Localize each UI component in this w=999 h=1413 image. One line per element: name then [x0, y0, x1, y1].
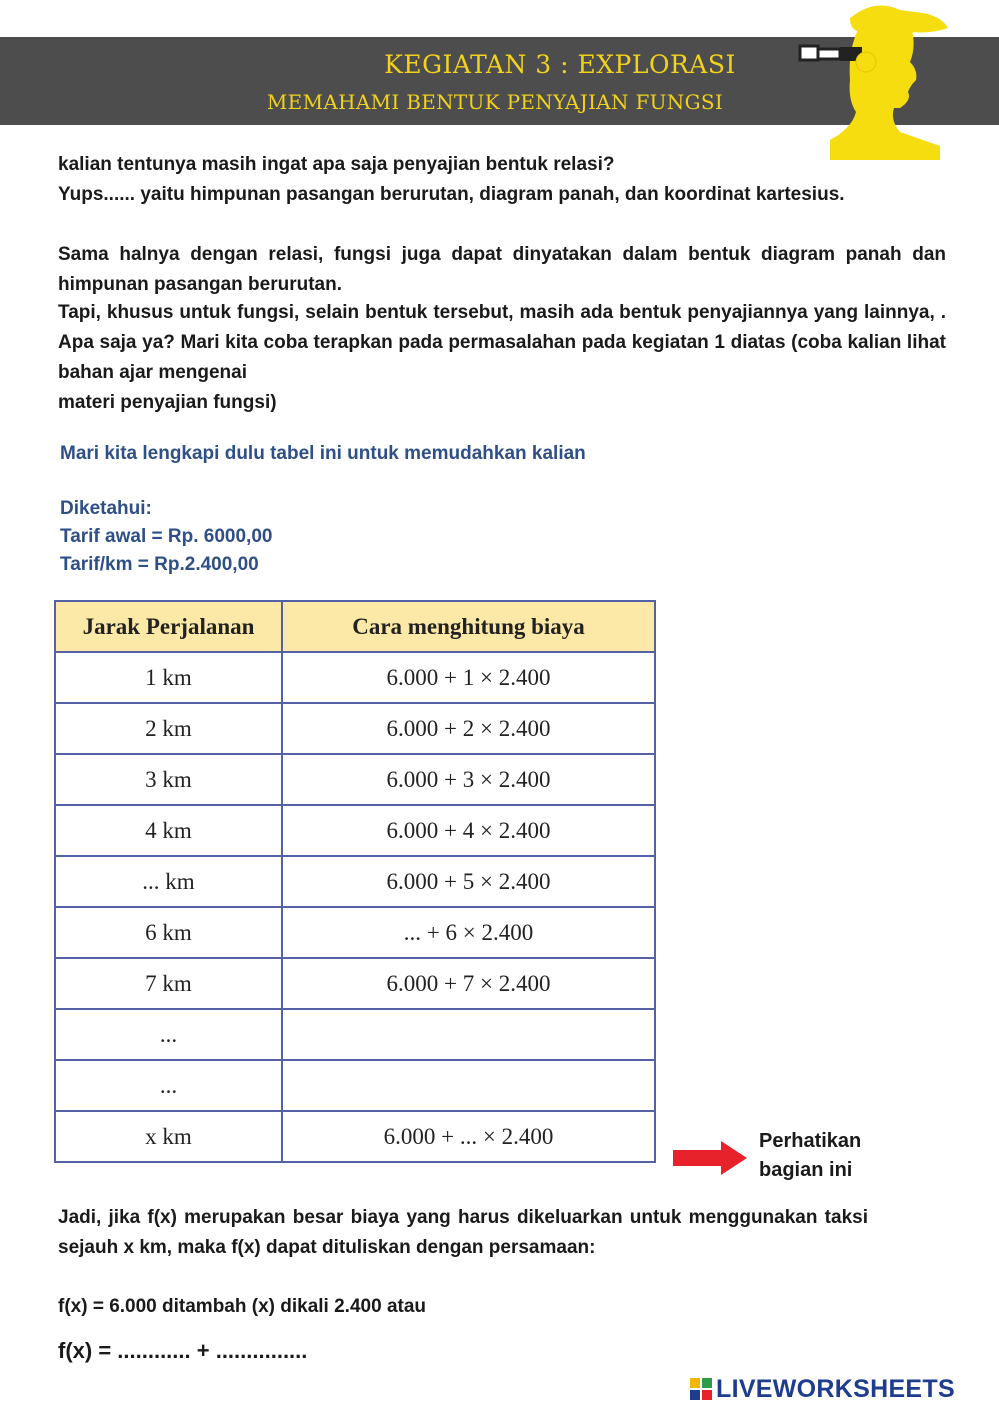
calculation-cell: 6.000 + 3 × 2.400 — [282, 754, 655, 805]
right-arrow-icon — [673, 1141, 747, 1175]
calculation-cell-empty[interactable] — [282, 1060, 655, 1111]
calculation-cell: 6.000 + 5 × 2.400 — [282, 856, 655, 907]
explorer-with-telescope-icon — [790, 0, 960, 160]
formula-blank[interactable]: f(x) = ............ + ............... — [58, 1338, 308, 1363]
calculation-cell: 6.000 + 2 × 2.400 — [282, 703, 655, 754]
note-line-1: Perhatikan — [759, 1130, 862, 1152]
calculation-cell: 6.000 + 1 × 2.400 — [282, 652, 655, 703]
calculation-cell: 6.000 + 4 × 2.400 — [282, 805, 655, 856]
calculation-cell-blank[interactable]: ... + 6 × 2.400 — [282, 907, 655, 958]
distance-cell: 7 km — [55, 958, 282, 1009]
intro-paragraph-4-end: materi penyajian fungsi) — [58, 392, 277, 413]
calculation-cell-empty[interactable] — [282, 1009, 655, 1060]
distance-cell: 1 km — [55, 652, 282, 703]
distance-cell: 2 km — [55, 703, 282, 754]
header-calculation: Cara menghitung biaya — [282, 601, 655, 652]
table-row — [55, 754, 655, 805]
distance-cell-blank[interactable]: ... km — [55, 856, 282, 907]
brand-footer — [690, 1373, 955, 1405]
distance-cell-x: x km — [55, 1111, 282, 1162]
table-row — [55, 907, 655, 958]
table-row — [55, 1009, 655, 1060]
given-fare-per-km: Tarif/km = Rp.2.400,00 — [60, 554, 259, 575]
liveworksheets-logo-icon — [690, 1378, 712, 1400]
header-distance: Jarak Perjalanan — [55, 601, 282, 652]
table-row — [55, 1060, 655, 1111]
intro-paragraph-3: Sama halnya dengan relasi, fungsi juga dapat dinyatakan dalam bentuk diagram panah dan himpunan pasangan berurutan. — [58, 244, 946, 295]
formula-description: f(x) = 6.000 ditambah (x) dikali 2.400 atau — [58, 1296, 427, 1317]
distance-cell-ellipsis: ... — [55, 1009, 282, 1060]
note-text — [759, 1127, 861, 1185]
table-row — [55, 856, 655, 907]
calculation-cell: 6.000 + 7 × 2.400 — [282, 958, 655, 1009]
intro-paragraph-1: kalian tentunya masih ingat apa saja penyajian bentuk relasi? — [58, 154, 615, 175]
given-heading: Diketahui: — [60, 498, 152, 519]
distance-cell-ellipsis: ... — [55, 1060, 282, 1111]
table-row — [55, 958, 655, 1009]
instruction-text: Mari kita lengkapi dulu tabel ini untuk memudahkan kalian — [60, 443, 586, 464]
table-row — [55, 805, 655, 856]
distance-cell: 6 km — [55, 907, 282, 958]
given-initial-fare: Tarif awal = Rp. 6000,00 — [60, 526, 273, 547]
table-row — [55, 703, 655, 754]
calculation-cell-x[interactable]: 6.000 + ... × 2.400 — [282, 1111, 655, 1162]
intro-paragraph-2: Yups...... yaitu himpunan pasangan berurutan, diagram panah, dan koordinat kartesius. — [58, 184, 845, 205]
cost-table — [54, 600, 656, 1163]
table-row — [55, 652, 655, 703]
page-subtitle: MEMAHAMI BENTUK PENYAJIAN FUNGSI — [266, 90, 724, 114]
page-title: KEGIATAN 3 : EXPLORASI — [384, 50, 736, 79]
distance-cell: 3 km — [55, 754, 282, 805]
note-line-2: bagian ini — [759, 1159, 853, 1181]
table-row — [55, 1111, 655, 1162]
brand-name: LIVEWORKSHEETS — [716, 1374, 955, 1403]
conclusion-paragraph: Jadi, jika f(x) merupakan besar biaya yang harus dikeluarkan untuk menggunakan taksi sejauh x km, maka f(x) dapat dituliskan dengan persamaan: — [58, 1207, 868, 1258]
intro-paragraph-4: Tapi, khusus untuk fungsi, selain bentuk tersebut, masih ada bentuk penyajiannya yang lainnya, . Apa saja ya? Mari kita coba terapkan pada permasalahan pada kegiatan 1 diatas (coba kalian lihat bahan ajar mengenai — [58, 302, 946, 383]
table-header-row — [55, 601, 655, 652]
distance-cell: 4 km — [55, 805, 282, 856]
